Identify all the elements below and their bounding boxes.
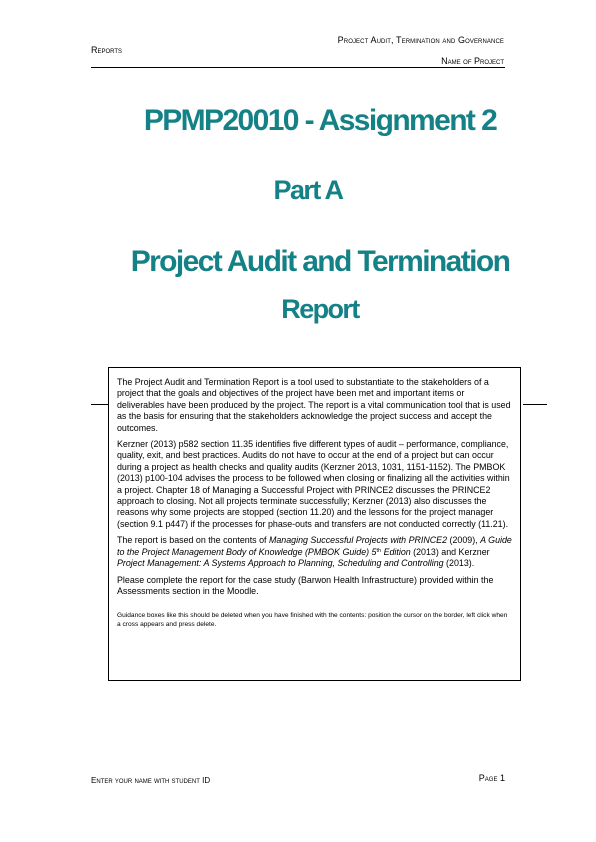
- title-report-line1: Project Audit and Termination: [130, 245, 510, 278]
- header-document-title: Project Audit, Termination and Governance: [337, 35, 504, 45]
- guidance-paragraph-audits: Kerzner (2013) p582 section 11.35 identifies five different types of audit – performance, compliance, quality, exit, and best practices. Audits do not have to occur at the end of a project but can occur during a project as health checks and quality audits (Kerzner 2013, 1031, 1151-1152). The PMBOK (2013) p100-104 advises the process to be followed when closing or finalizing all the activities within a project. Chapter 18 of Managing a Successful Project with PRINCE2 discusses the PRINCE2 approach to closing. Not all projects terminate successfully; Kerzner (2013) also discusses the reasons why some projects are stopped (section 11.20) and the lessons for the project manager (section 9.1 p447) if the processes for phase-outs and transfers are not conducted correctly (11.21).: [117, 439, 510, 529]
- rule-right-segment: [523, 404, 547, 405]
- title-part: Part A: [273, 175, 343, 205]
- guidance-paragraph-intro: The Project Audit and Termination Report is a tool used to substantiate to the stakeholders of a project that the goals and objectives of the project have been met and important items or deliverables have been produced by the project. The report is a vital communication tool that is used as the basis for ensuring that the stakeholders acknowledge the project success and accept the outcomes.: [117, 377, 511, 433]
- header-section-label: Reports: [91, 45, 123, 55]
- title-report-line2: Report: [281, 294, 359, 324]
- footer-page-number: Page 1: [478, 773, 505, 783]
- guidance-delete-note: Guidance boxes like this should be deleted when you have finished with the contents: position the cursor on the border, left click when a cross appears and press delete.: [117, 612, 508, 629]
- title-assignment: PPMP20010 - Assignment 2: [143, 104, 497, 137]
- header-rule: [91, 67, 505, 68]
- guidance-box[interactable]: [108, 367, 521, 681]
- header-project-name: Name of Project: [441, 56, 504, 66]
- guidance-paragraph-sources: The report is based on the contents of Managing Successful Projects with PRINCE2 (2009), A Guide to the Project Management Body of Knowledge (PMBOK Guide) 5th Edition (2013) and Kerzner Project Management: A Systems Approach to Planning, Scheduling and Controlling (2013).: [117, 535, 512, 569]
- rule-left-segment: [91, 404, 109, 405]
- footer-student-field[interactable]: Enter your name with student ID: [91, 776, 211, 785]
- guidance-paragraph-instructions: Please complete the report for the case study (Barwon Health Infrastructure) provided within the Assessments section in the Moodle.: [117, 574, 494, 596]
